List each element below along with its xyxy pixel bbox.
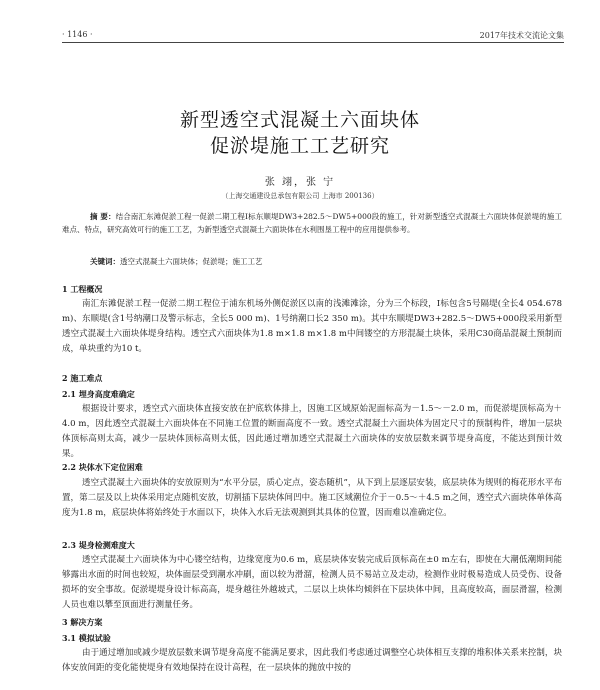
journal-name: 2017年技术交流论文集 (479, 31, 564, 40)
paper-title-line-1: 新型透空式混凝土六面块体 (179, 109, 420, 131)
running-header (62, 28, 564, 43)
section-heading: 2 施工难点 (62, 373, 103, 383)
authors: 张 翊，张 宁 (264, 177, 336, 188)
abstract-label: 摘 要： (90, 212, 116, 221)
abstract-text: 结合南汇东滩促淤工程一促淤二期工程Ⅰ标东顺堤DW3+282.5～DW5+000段的施工，针对新型透空式混凝土六面块体促淤堤的施工难点、特点，研究高效可行的施工工艺，为新型透空式混凝土六面块体在水利围垦工程中的应用提供参考。 (62, 212, 562, 234)
keywords-label: 关键词： (90, 257, 120, 266)
body-paragraph: 由于通过增加或减少堤放层数来调节堤身高度不能满足要求，因此我们考虑通过调整空心块体相互支撑的堆积体关系来控制，块体安放间距的变化能使堤身有效地保持在设计高程，在一层块体的抛放中按的 (62, 648, 562, 673)
page-number: · 1146 · (62, 30, 93, 39)
keywords-text: 透空式混凝土六面块体；促淤堤；施工工艺 (120, 257, 263, 266)
keywords (90, 256, 560, 267)
subsection-heading: 2.3 堤身检测难度大 (62, 540, 135, 550)
subsection-heading: 2.2 块体水下定位困难 (62, 462, 143, 472)
body-paragraph: 南汇东滩促淤工程一促淤二期工程位于浦东机场外侧促淤区以南的浅滩滩涂，分为三个标段，Ⅰ标包含5号隔堤(全长4 054.678 m)、东顺堤(含1号纳潮口及警示标志，全长5 000 m)、1号纳潮口长2 350 m)。其中东顺堤DW3+282.5～DW5+000段采用新型透空式混凝土六面块体堤身结构。透空式六面块体为1.8 m×1.8 m×1.8 m中间镂空的方形混凝土块体，采用C30商品混凝土预制而成，单块重约为10 t。 (62, 299, 562, 354)
abstract (62, 210, 562, 236)
paper-title-line-2: 促淤堤施工工艺研究 (209, 135, 390, 157)
subsection-heading: 3.1 模拟试验 (62, 633, 111, 643)
section-heading: 3 解决方案 (62, 617, 103, 627)
affiliation: （上海交通建设总承包有限公司 上海市 200136） (221, 192, 379, 200)
body-paragraph: 透空式混凝土六面块体的安放原则为“水平分层，质心定点，姿态随机”，从下到上层逐层安装，底层块体为规则的梅花形水平布置，第二层及以上块体采用定点随机安放，切割插下层块体间凹中。施工区域潮位介于－0.5～＋4.5 m之间，透空式六面块体单体高度为1.8 m，底层块体将始终处于水面以下，块体入水后无法观测到其具体的位置，因而难以准确定位。 (62, 478, 562, 518)
section-heading: 1 工程概况 (62, 284, 103, 294)
body-paragraph: 透空式混凝土六面块体为中心镂空结构，边缘宽度为0.6 m，底层块体安装完成后顶标高在±0 m左右，即使在大潮低潮期间能够露出水面的时间也较短，块体面层受到潮水冲刷，面以较为滑溜，检测人员不易站立及走动，检测作业时极易造成人员受伤、设备损坏的安全事故。促淤堤堤身设计标高高，堤身越往外越坡式，二层以上块体均倾斜在下层块体中间，且高度较高，面层滑溜，检测人员也难以攀至顶面进行测量任务。 (62, 555, 562, 610)
subsection-heading: 2.1 埋身高度难确定 (62, 389, 135, 399)
body-paragraph: 根据设计要求，透空式六面块体直接安放在护底软体排上，因施工区域原始泥面标高为－1.5～－2.0 m，而促淤堤顶标高为＋4.0 m，因此透空式混凝土六面块体在不同施工位置的断面高度不一致。透空式混凝土六面块体为固定尺寸的预制构件，增加一层块体顶标高则太高，减少一层块体顶标高则太低，因此通过增加透空式混凝土六面块体的安放层数来调节堤身高度，不能达到预计效果。 (62, 404, 562, 459)
